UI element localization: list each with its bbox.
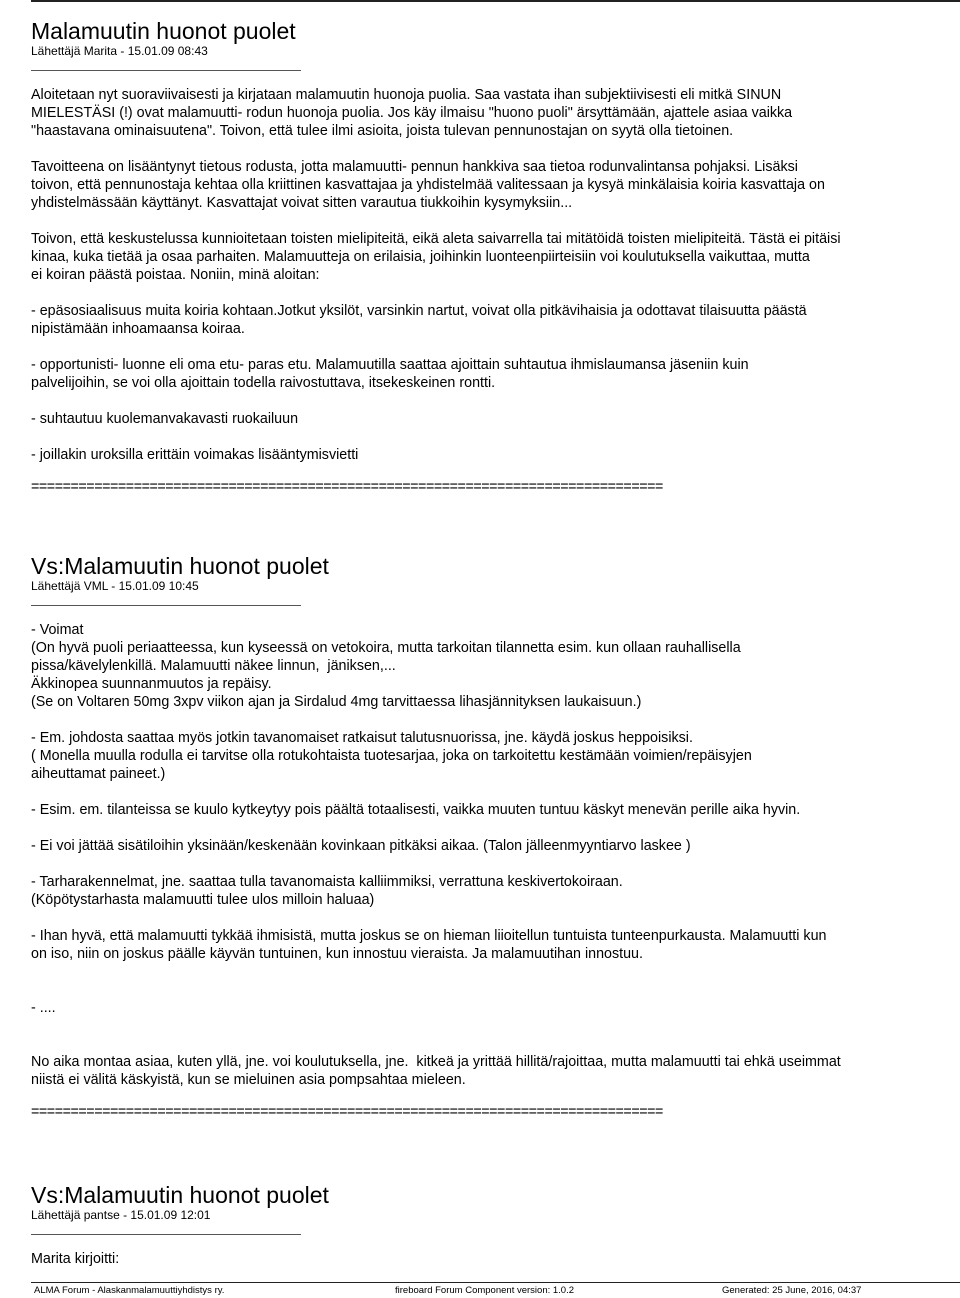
forum-post xyxy=(31,1183,956,1268)
post-divider xyxy=(31,70,301,71)
post-title: Malamuutin huonot puolet xyxy=(31,18,296,44)
post-meta: Lähettäjä Marita - 15.01.09 08:43 xyxy=(31,44,208,58)
top-border xyxy=(31,0,960,2)
footer-generated-date: Generated: 25 June, 2016, 04:37 xyxy=(722,1285,862,1296)
post-divider xyxy=(31,1234,301,1235)
post-separator: ================================================================================ xyxy=(31,1104,663,1120)
post-separator: ================================================================================ xyxy=(31,479,663,495)
post-meta: Lähettäjä pantse - 15.01.09 12:01 xyxy=(31,1208,211,1222)
post-body: Marita kirjoitti: xyxy=(31,1251,120,1267)
footer-component-version: fireboard Forum Component version: 1.0.2 xyxy=(395,1285,575,1296)
post-title: Vs:Malamuutin huonot puolet xyxy=(31,1182,329,1208)
forum-post xyxy=(31,554,956,1121)
post-meta: Lähettäjä VML - 15.01.09 10:45 xyxy=(31,579,199,593)
page-footer xyxy=(31,1282,960,1298)
forum-post xyxy=(31,19,956,496)
post-body: - Voimat (On hyvä puoli periaatteessa, kun kyseessä on vetokoira, mutta tarkoitan tilannetta esim. kun ollaan rauhallisella pissa/kävelylenkillä. Malamuutti näkee linnun, jäniksen,... Äkkinopea suunnanmuutos ja repäisy. (Se on Voltaren 50mg 3xpv viikon ajan ja Sirdalud 4mg tarvittaessa lihasjännityksen laukaisuun.) - Em. johdosta saattaa myös jotkin tavanomaiset ratkaisut talutusnuorissa, jne. käydä joskus heppoisiksi. ( Monella muulla rodulla ei tarvitse olla rotukohtaista tuotesarjaa, joka on tarkoitettu kestämään voimien/repäisyjen aiheuttamat paineet.) - Esim. em. tilanteissa se kuulo kytkeytyy pois päältä totaalisesti, vaikka muuten tuntuu käskyt menevän perille aika hyvin. - Ei voi jättää sisätiloihin yksinään/keskenään kovinkaan pitkäksi aikaa. (Talon jälleenmyyntiarvo laskee ) - Tarharakennelmat, jne. saattaa tulla tavanomaista kalliimmiksi, verrattuna keskivertokoiraan. (Köpötystarhasta malamuutti tulee ulos milloin haluaa) - Ihan hyvä, että malamuutti tykkää ihmisistä, mutta joskus se on hieman liioitellun tuntuista tunteenpurkausta. Malamuutti kun on iso, niin on joskus päälle käyvän tuntuinen, kun innostuu vieraista. Ja malamuutihan innostuu. - .... No aika montaa asiaa, kuten yllä, jne. voi koulutuksella, jne. kitkeä ja yrittää hillitä/rajoittaa, mutta malamuutti tai ehkä useimmat niistä ei välitä käskyistä, kun se mieluinen asia pompsahtaa mieleen. xyxy=(31,622,841,1088)
post-divider xyxy=(31,605,301,606)
post-title: Vs:Malamuutin huonot puolet xyxy=(31,553,329,579)
footer-site-name: ALMA Forum - Alaskanmalamuuttiyhdistys ry. xyxy=(34,1285,225,1296)
post-body: Aloitetaan nyt suoraviivaisesti ja kirjataan malamuutin huonoja puolia. Saa vastata ihan subjektiivisesti eli mitkä SINUN MIELESTÄSI (!) ovat malamuutti- rodun huonoja puolia. Jos käy ilmaisu "huono puoli" ärsyttämään, ajattele asiaa vaikka "haastavana ominaisuutena". Toivon, että tulee ilmi asioita, joista tulevan pennunostajan on syytä olla tietoinen. Tavoitteena on lisääntynyt tietous rodusta, jotta malamuutti- pennun hankkiva saa tietoa rodunvalintansa pohjaksi. Lisäksi toivon, että pennunostaja kehtaa olla kriittinen kasvattajaa ja yhdistelmää valitessaan ja kysyä minkälaisia koiria kasvattaja on yhdistelmässään käyttänyt. Kasvattajat voivat sitten varautua tiukkoihin kysymyksiin... Toivon, että keskustelussa kunnioitetaan toisten mielipiteitä, eikä aleta saivarrella tai mitätöidä toisten mielipiteitä. Tästä ei pitäisi kinaa, kuka tietää ja osaa parhaiten. Malamuutteja on erilaisia, joihinkin luonteenpiirteisiin voi koulutuksella vaikuttaa, mutta ei koiran päästä poistaa. Noniin, minä aloitan: - epäsosiaalisuus muita koiria kohtaan.Jotkut yksilöt, varsinkin nartut, voivat olla pitkävihaisia ja odottavat tilaisuutta päästä nipistämään inhoamaansa koiraa. - opportunisti- luonne eli oma etu- paras etu. Malamuutilla saattaa ajoittain suhtautua ihmislaumansa jäseniin kuin palvelijoihin, se voi olla ajoittain todella raivostuttava, itsekeskeinen rontti. - suhtautuu kuolemanvakavasti ruokailuun - joillakin uroksilla erittäin voimakas lisääntymisvietti xyxy=(31,87,841,463)
